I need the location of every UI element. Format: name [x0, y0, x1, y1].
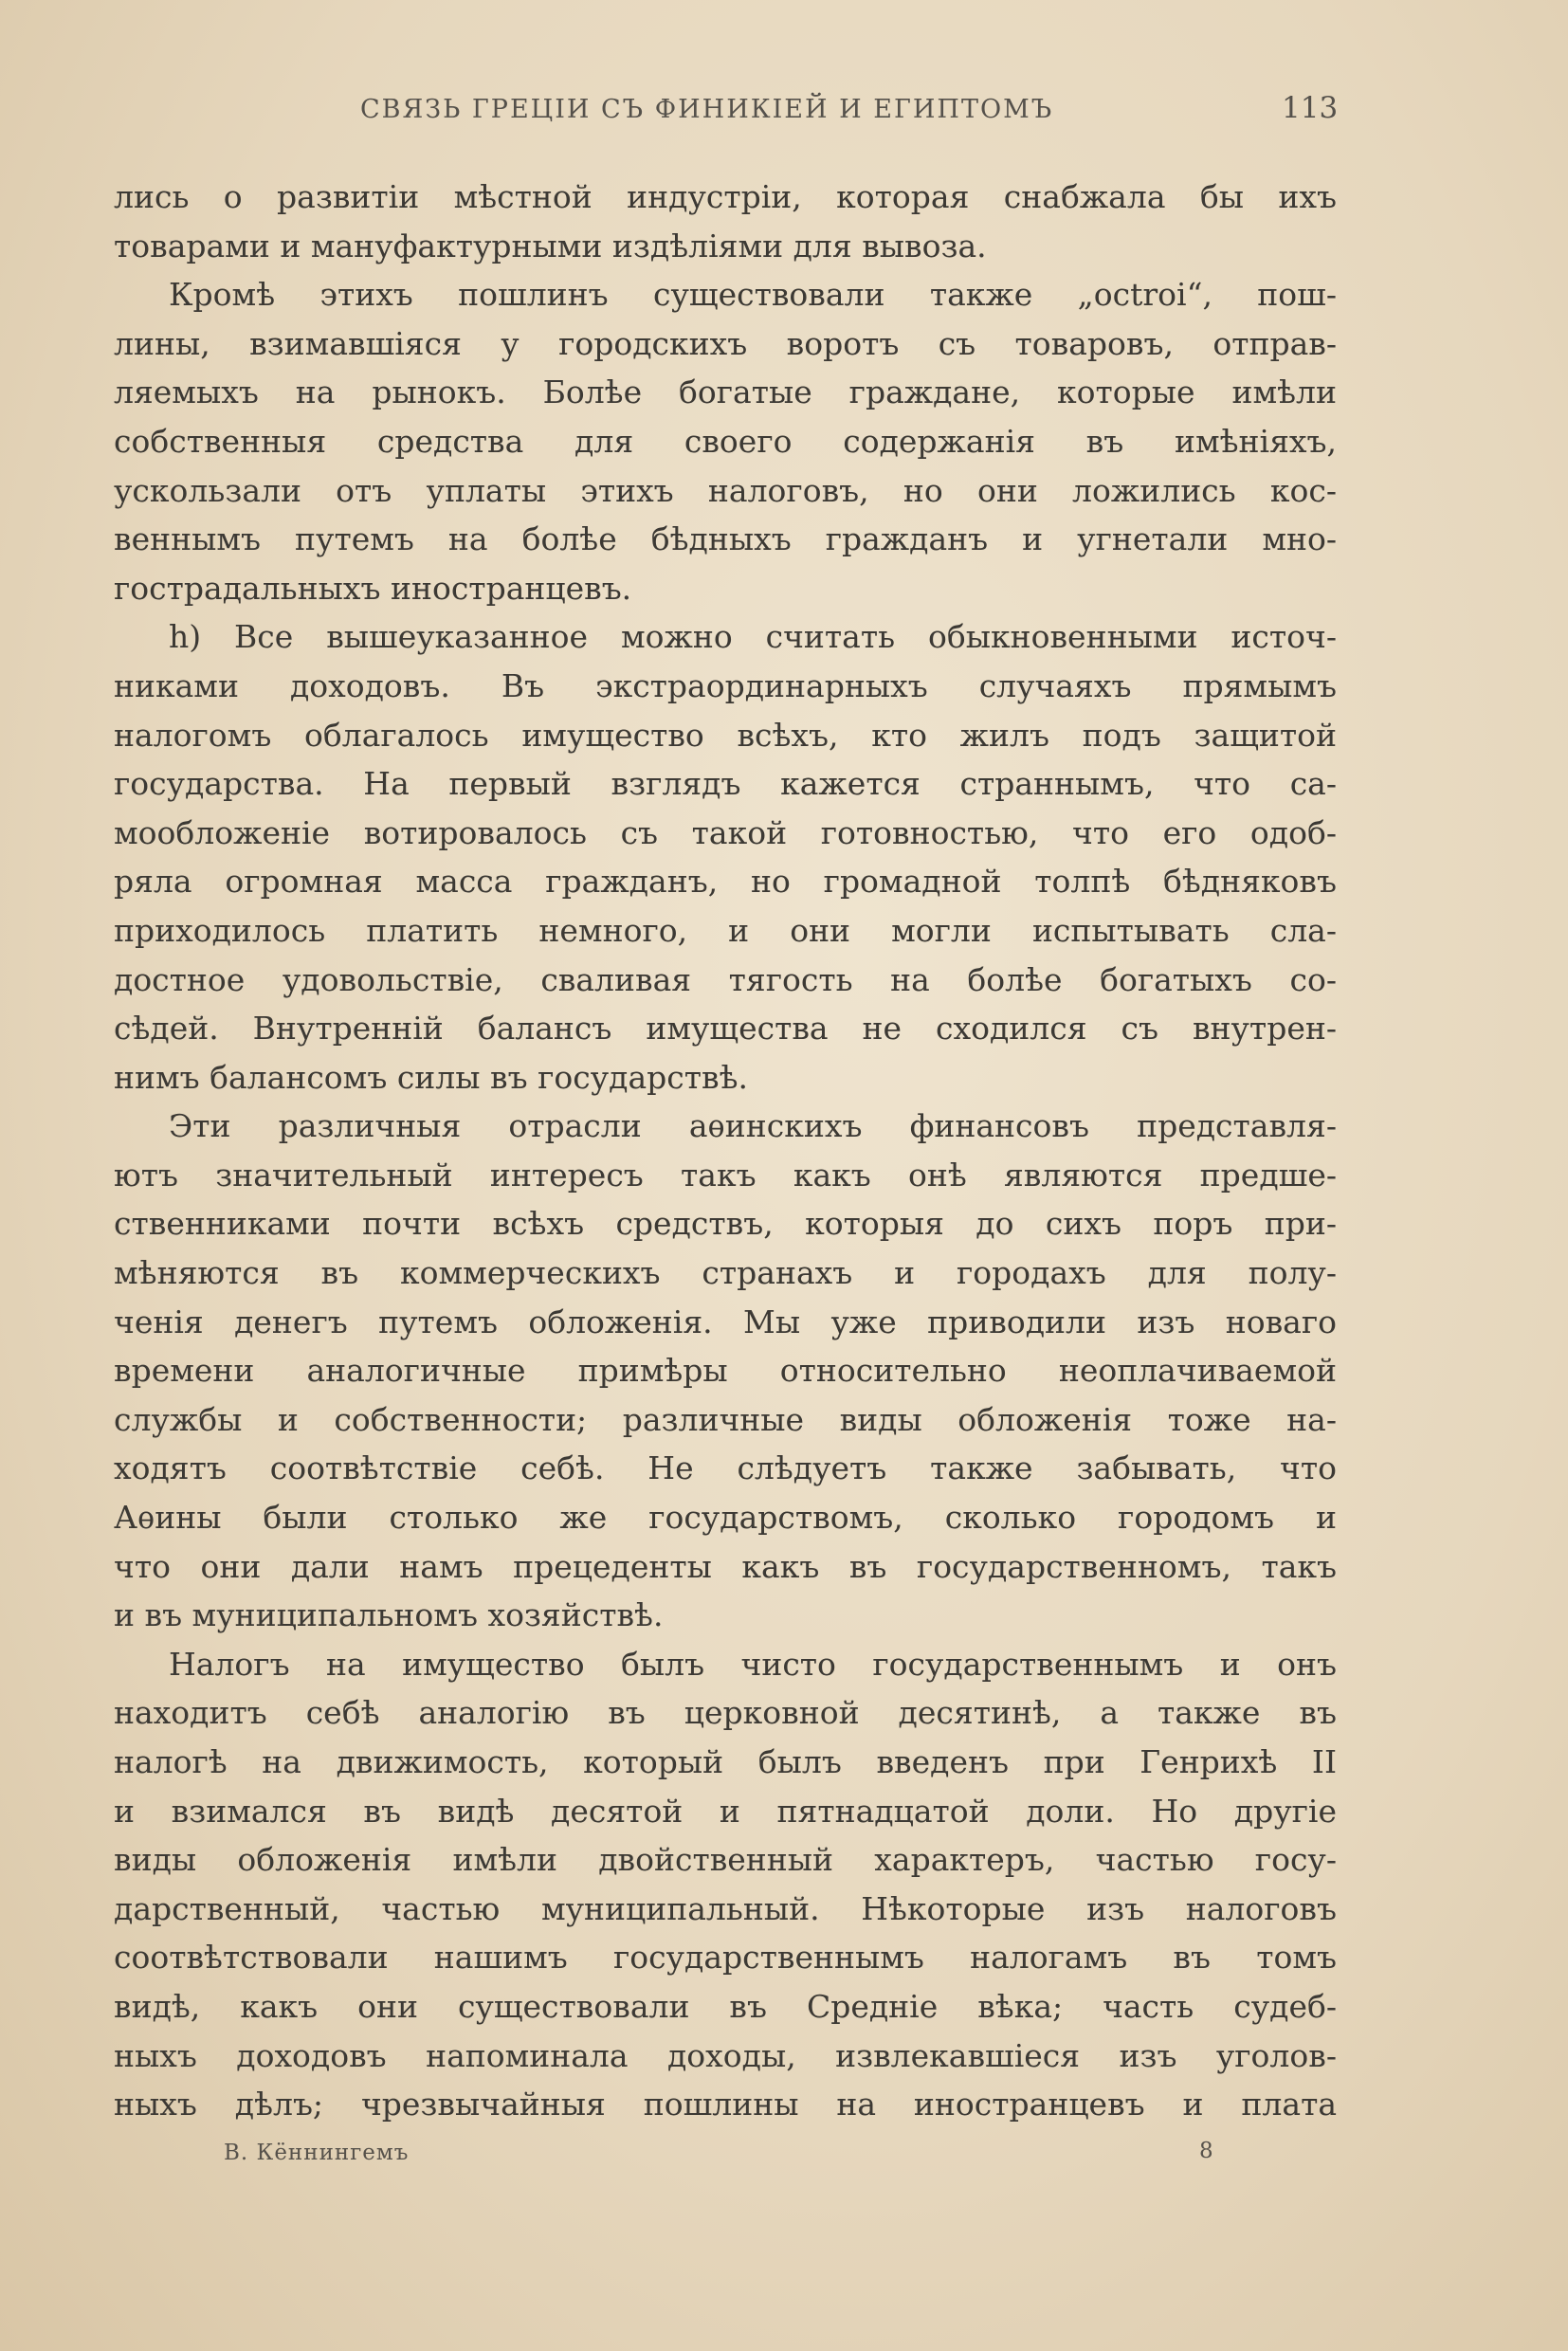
text-line: дарственный, частью муниципальный. Нѣкоторые изъ налоговъ [114, 1889, 1337, 1927]
text-line: лись о развитіи мѣстной индустріи, которая снабжала бы ихъ [114, 178, 1337, 215]
text-line: ряла огромная масса гражданъ, но громадной толпѣ бѣдняковъ [114, 863, 1337, 901]
text-line: h) Все вышеуказанное можно считать обыкновенными источ- [169, 618, 1337, 656]
text-line: лины, взимавшіяся у городскихъ воротъ съ товаровъ, отправ- [114, 324, 1337, 362]
running-head: СВЯЗЬ ГРЕЦІИ СЪ ФИНИКІЕЙ И ЕГИПТОМЪ [360, 95, 1054, 124]
text-line: времени аналогичные примѣры относительно неоплачиваемой [114, 1352, 1337, 1390]
text-line: видѣ, какъ они существовали въ Средніе вѣка; часть судеб- [114, 1987, 1337, 2025]
footer-sheet-number: 8 [1199, 2139, 1213, 2163]
text-line: службы и собственности; различные виды обложенія тоже на- [114, 1400, 1337, 1438]
text-line: находитъ себѣ аналогію въ церковной десятинѣ, а также въ [114, 1694, 1337, 1732]
text-line: нимъ балансомъ силы въ государствѣ. [114, 1058, 748, 1096]
text-line: налогомъ облагалось имущество всѣхъ, кто жилъ подъ защитой [114, 716, 1337, 754]
text-line: ютъ значительный интересъ такъ какъ онѣ являются предше- [114, 1156, 1337, 1194]
text-line: и въ муниципальномъ хозяйствѣ. [114, 1596, 664, 1634]
text-line: веннымъ путемъ на болѣе бѣдныхъ гражданъ и угнетали мно- [114, 520, 1337, 558]
text-line: ускользали отъ уплаты этихъ налоговъ, но они ложились кос- [114, 471, 1337, 509]
text-line: сѣдей. Внутренній балансъ имущества не сходился съ внутрен- [114, 1010, 1337, 1048]
text-line: мѣняются въ коммерческихъ странахъ и городахъ для полу- [114, 1254, 1337, 1292]
text-line: гострадальныхъ иностранцевъ. [114, 569, 632, 607]
body-text [114, 173, 1337, 2129]
text-line: собственныя средства для своего содержанія въ имѣніяхъ, [114, 422, 1337, 460]
text-line: приходилось платить немного, и они могли испытывать сла- [114, 911, 1337, 949]
text-line: виды обложенія имѣли двойственный характеръ, частью госу- [114, 1841, 1337, 1879]
text-line: налогѣ на движимость, который былъ введенъ при Генрихѣ II [114, 1743, 1337, 1780]
text-line: никами доходовъ. Въ экстраординарныхъ случаяхъ прямымъ [114, 666, 1337, 704]
text-line: ляемыхъ на рынокъ. Болѣе богатые граждане, которые имѣли [114, 374, 1337, 411]
text-line: ныхъ дѣлъ; чрезвычайныя пошлины на иностранцевъ и плата [114, 2086, 1337, 2123]
text-line: и взимался въ видѣ десятой и пятнадцатой доли. Но другіе [114, 1792, 1337, 1830]
text-line: Кромѣ этихъ пошлинъ существовали также „octroi“, пош- [169, 276, 1337, 314]
text-line: ственниками почти всѣхъ средствъ, которыя до сихъ поръ при- [114, 1205, 1337, 1243]
footer-signature: В. Кённингемъ [224, 2141, 410, 2165]
text-line: мообложеніе вотировалось съ такой готовностью, что его одоб- [114, 813, 1337, 851]
text-line: Эти различныя отрасли аѳинскихъ финансовъ представля- [169, 1107, 1337, 1145]
page-number: 113 [1282, 91, 1339, 125]
text-line: соотвѣтствовали нашимъ государственнымъ налогамъ въ томъ [114, 1939, 1337, 1977]
text-line: товарами и мануфактурными издѣліями для вывоза. [114, 227, 987, 264]
text-line: Аѳины были столько же государствомъ, сколько городомъ и [114, 1499, 1337, 1537]
text-line: что они дали намъ прецеденты какъ въ государственномъ, такъ [114, 1547, 1337, 1585]
text-line: ченія денегъ путемъ обложенія. Мы уже приводили изъ новаго [114, 1303, 1337, 1340]
text-line: Налогъ на имущество былъ чисто государственнымъ и онъ [169, 1645, 1337, 1683]
text-line: государства. На первый взглядъ кажется страннымъ, что са- [114, 765, 1337, 803]
text-line: ходятъ соотвѣтствіе себѣ. Не слѣдуетъ также забывать, что [114, 1449, 1337, 1487]
text-line: достное удовольствіе, сваливая тягость на болѣе богатыхъ со- [114, 960, 1337, 998]
text-line: ныхъ доходовъ напоминала доходы, извлекавшіеся изъ уголов- [114, 2036, 1337, 2074]
